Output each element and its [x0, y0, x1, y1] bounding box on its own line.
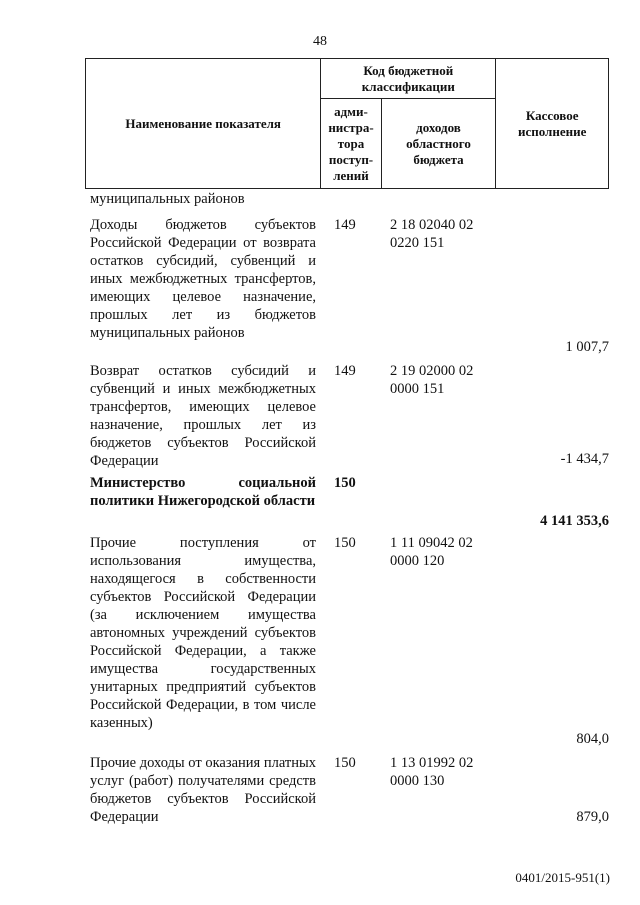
page-number: 48 [313, 34, 327, 49]
table-row [90, 362, 609, 470]
row-name: Прочие доходы от оказания платных услуг (работ) получателями средств бюджетов субъектов Российской Федерации [90, 755, 316, 825]
row-income-code: 2 19 02000 02 0000 151 [390, 363, 474, 397]
table-header [85, 58, 609, 189]
row-exec-value: -1 434,7 [560, 451, 609, 467]
table-row [90, 216, 609, 356]
header-code-group: Код бюджетной классификации [321, 59, 496, 99]
continued-text: муниципальных районов [90, 191, 245, 207]
row-income-code: 1 13 01992 02 0000 130 [390, 755, 474, 789]
row-admin-code: 150 [334, 535, 356, 551]
row-exec-value: 1 007,7 [565, 339, 609, 355]
row-name: Доходы бюджетов субъектов Российской Федерации от возврата остатков субсидий, субвенций и иных межбюджетных трансфертов, имеющих целевое назначение, прошлых лет из бюджетов муниципальных районов [90, 217, 316, 341]
document-code: 0401/2015-951(1) [515, 870, 610, 885]
table-row [90, 534, 609, 752]
row-income-code: 2 18 02040 02 0220 151 [390, 217, 474, 251]
row-name: Министерство социальной политики Нижегородской области [90, 475, 316, 509]
header-admin: адми- нистра- тора поступ- лений [321, 99, 381, 189]
row-admin-code: 150 [334, 755, 356, 771]
row-admin-code: 150 [334, 475, 356, 491]
row-name: Прочие поступления от использования имущества, находящегося в собственности субъектов Российской Федерации (за исключением имущества автономных учреждений субъектов Российской Федерации, а также имущества государственных унитарных предприятий субъектов Российской Федерации, в том числе казенных) [90, 535, 316, 731]
row-exec-value: 4 141 353,6 [540, 513, 609, 529]
table-row [90, 474, 609, 532]
header-exec: Кассовое исполнение [496, 59, 609, 189]
row-admin-code: 149 [334, 217, 356, 233]
row-admin-code: 149 [334, 363, 356, 379]
row-name: Возврат остатков субсидий и субвенций и иных межбюджетных трансфертов, имеющих целевое назначение, прошлых лет из бюджетов субъектов Российской Федерации [90, 363, 316, 469]
header-name: Наименование показателя [86, 59, 321, 189]
row-exec-value: 804,0 [576, 731, 609, 747]
header-income: доходов областного бюджета [381, 99, 496, 189]
table-row [90, 754, 609, 830]
row-income-code: 1 11 09042 02 0000 120 [390, 535, 473, 569]
row-exec-value: 879,0 [576, 809, 609, 825]
